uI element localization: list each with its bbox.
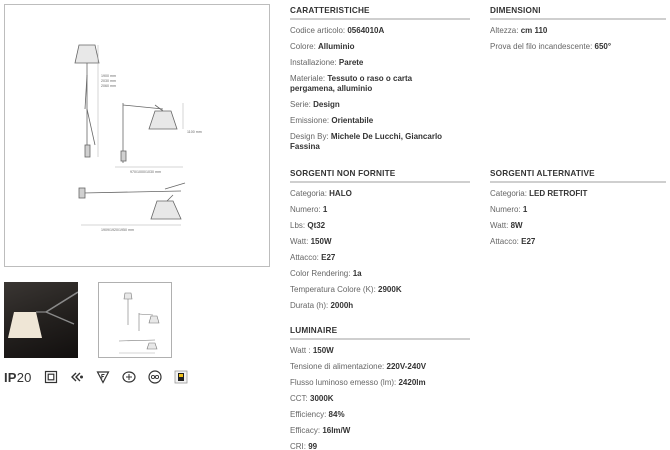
- spec-row: Categoria: HALO: [290, 189, 352, 198]
- spec-row: Numero: 1: [490, 205, 528, 214]
- spec-row: Attacco: E27: [490, 237, 536, 246]
- spec-row: Numero: 1: [290, 205, 328, 214]
- spec-row: Efficiency: 84%: [290, 410, 345, 419]
- certification-row: [4, 369, 188, 385]
- technical-drawing: [4, 4, 270, 267]
- energy-class-icon: [174, 370, 188, 384]
- spec-row: Durata (h): 2000h: [290, 301, 354, 310]
- dim-reach-wall: 970/1000/1030 mm: [130, 170, 161, 174]
- sorgenti-non-fornite-section: [290, 169, 470, 311]
- caratteristiche-title: CARATTERISTICHE: [290, 6, 470, 20]
- spec-row: Materiale: Tessuto o raso o carta pergamena, alluminio: [290, 74, 413, 93]
- spec-row: Lbs: Qt32: [290, 221, 326, 230]
- drawing-thumbnail-icon: [99, 283, 172, 358]
- dimensioni-title: DIMENSIONI: [490, 6, 666, 20]
- spec-row: Serie: Design: [290, 100, 340, 109]
- dim-right: 1100 mm: [187, 130, 202, 134]
- lamp-sign-icon: [148, 370, 162, 384]
- dim-height-1: 1900 mm: [101, 74, 116, 78]
- technical-drawing-svg: [5, 5, 271, 268]
- luminaire-title: LUMINAIRE: [290, 326, 470, 340]
- spec-row: Tensione di alimentazione: 220V-240V: [290, 362, 427, 371]
- spec-row: Color Rendering: 1a: [290, 269, 362, 278]
- spec-row: CCT: 3000K: [290, 394, 334, 403]
- ip-rating: IP20: [4, 369, 32, 385]
- spec-row: Temperatura Colore (K): 2900K: [290, 285, 402, 294]
- luminaire-section: [290, 326, 470, 450]
- spec-row: Attacco: E27: [290, 253, 336, 262]
- spec-row: Prova del filo incandescente: 650°: [490, 42, 612, 51]
- dim-reach-horizontal: 1909/1920/1950 mm: [101, 228, 134, 232]
- spec-row: Altezza: cm 110: [490, 26, 548, 35]
- ce-mark-icon: [70, 370, 84, 384]
- spec-row: Installazione: Parete: [290, 58, 364, 67]
- spec-row: Watt: 150W: [290, 237, 332, 246]
- enec-icon: [122, 370, 136, 384]
- sorgenti-alternative-section: [490, 169, 666, 247]
- spec-row: Efficacy: 16lm/W: [290, 426, 351, 435]
- drawing-thumbnail[interactable]: [98, 282, 172, 358]
- spec-row: Colore: Alluminio: [290, 42, 355, 51]
- sorgenti-alternative-title: SORGENTI ALTERNATIVE: [490, 169, 666, 183]
- product-photo-thumbnail[interactable]: [4, 282, 78, 358]
- dim-height-3: 2060 mm: [101, 84, 116, 88]
- spec-row: Watt: 8W: [490, 221, 523, 230]
- spec-row: Codice articolo: 0564010A: [290, 26, 385, 35]
- class-ii-icon: [44, 370, 58, 384]
- spec-row: Watt : 150W: [290, 346, 334, 355]
- spec-row: Flusso luminoso emesso (lm): 2420lm: [290, 378, 426, 387]
- dim-height-2: 2030 mm: [101, 79, 116, 83]
- spec-row: Design By: Michele De Lucchi, Giancarlo Fassina: [290, 132, 443, 151]
- spec-row: Emissione: Orientabile: [290, 116, 374, 125]
- spec-row: CRI: 99: [290, 442, 318, 450]
- lamp-photo-icon: [4, 282, 78, 358]
- dimensioni-section: [490, 6, 666, 52]
- f-mark-icon: [96, 370, 110, 384]
- sorgenti-non-fornite-title: SORGENTI NON FORNITE: [290, 169, 470, 183]
- caratteristiche-section: [290, 6, 470, 152]
- spec-row: Categoria: LED RETROFIT: [490, 189, 588, 198]
